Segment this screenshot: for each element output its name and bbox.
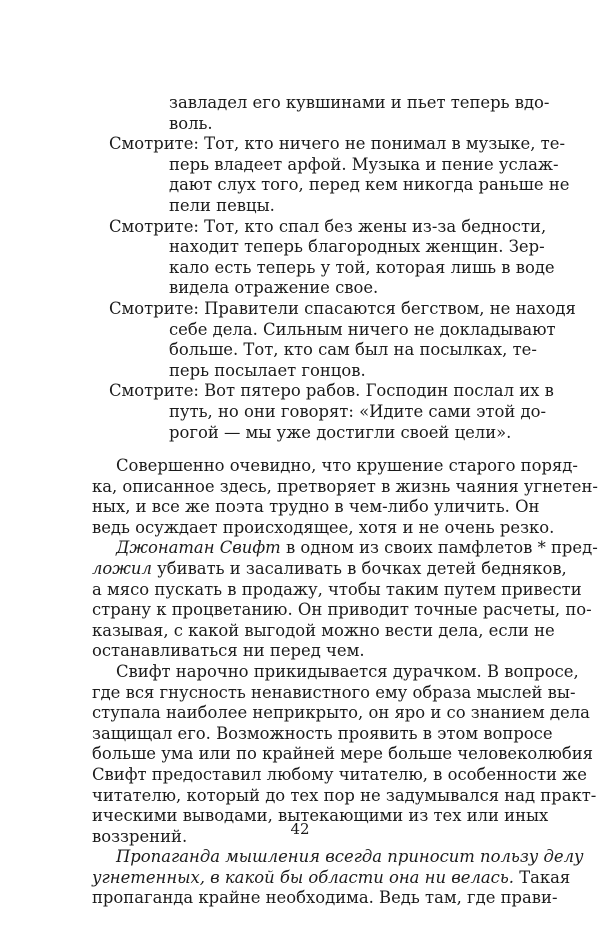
text-line: воззрений. [92,826,188,846]
text-line [92,558,567,580]
text-line [92,538,598,559]
poem-line: Смотрите: Вот пятеро рабов. Господин послал их в [109,381,554,401]
poem-line: завладел его кувшинами и пьет теперь вдо- [169,93,550,112]
italic-name: Джонатан Свифт [116,538,281,558]
poem-line: Смотрите: Тот, кто спал без жены из-за бедности, [109,216,547,236]
italic-sentence: Пропаганда мышления всегда приносит пользу делу [116,847,584,867]
italic-sentence: угнетенных, в какой бы области она ни велась. [92,867,514,887]
text-line: больше ума или по крайней мере больше человеколюбия [92,744,594,764]
text-line: Свифт предоставил любому читателю, в особенности же [92,764,587,784]
text-line [92,867,571,889]
poem-line: видела отражение свое. [169,278,379,298]
text-line [92,847,584,868]
poem-line: перь владеет арфой. Музыка и пение услаж- [169,154,559,174]
text-line: казывая, с какой выгодой можно вести дела, если не [92,620,555,640]
prose-block [92,456,598,909]
text-line: читателю, который до тех пор не задумывался над практ- [92,785,597,805]
italic-word: ложил [92,558,152,578]
text-line: защищал его. Возможность проявить в этом вопросе [92,723,553,743]
text-line: пропаганда крайне необходима. Ведь там, где прави- [92,888,558,908]
poem-line: дают слух того, перед кем никогда раньше не [169,175,570,195]
text-line: ных, и все же поэта трудно в чем-либо уличить. Он [92,497,540,517]
text-line: Совершенно очевидно, что крушение старого поряд- [116,456,578,475]
page-number: 42 [290,820,310,838]
poem-line: Смотрите: Тот, кто ничего не понимал в музыке, те- [109,134,565,154]
poem-stanza [109,216,555,299]
poem-stanza [109,298,576,381]
text-line: ическими выводами, вытекающими из тех или иных [92,806,549,826]
poem-line: находит теперь благородных женщин. Зер- [169,237,545,257]
text-fragment: в одном из своих памфлетов * пред- [280,538,598,558]
text-fragment: убивать и засаливать в бочках детей бедняков, [151,558,567,578]
poem-stanza [109,134,570,216]
text-line: Свифт нарочно прикидывается дурачком. В вопросе, [116,661,579,681]
poem-stanza [109,93,550,134]
text-line: ка, описанное здесь, претворяет в жизнь чаяния угнетен- [92,476,598,496]
text-line: ступала наиболее неприкрыто, он яро и со знанием дела [92,703,590,723]
poem-line: пели певцы. [169,195,275,215]
text-line: а мясо пускать в продажу, чтобы таким путем привести [92,579,582,599]
paragraph-4 [92,847,584,909]
poem-line: перь посылает гонцов. [169,360,366,380]
poem-line: больше. Тот, кто сам был на посылках, те- [169,340,537,360]
poem-line: воль. [169,113,213,133]
text-line: страну к процветанию. Он приводит точные расчеты, по- [92,600,592,620]
poem-line: Смотрите: Правители спасаются бегством, не находя [109,298,576,318]
text-fragment: Такая [513,867,571,887]
poem-line: путь, но они говорят: «Идите сами этой до- [169,401,546,421]
text-line: где вся гнусность ненавистного ему образа мыслей вы- [92,682,576,702]
paragraph-2 [92,538,598,662]
paragraph-1 [92,456,598,538]
poem-line: себе дела. Сильным ничего не докладывают [169,319,556,339]
poem-line: рогой — мы уже достигли своей цели». [169,422,512,442]
text-line: ведь осуждает происходящее, хотя и не очень резко. [92,517,555,537]
poem-block [109,93,576,443]
poem-line: кало есть теперь у той, которая лишь в воде [169,257,555,277]
poem-stanza [109,381,554,443]
text-line: останавливаться ни перед чем. [92,641,365,661]
